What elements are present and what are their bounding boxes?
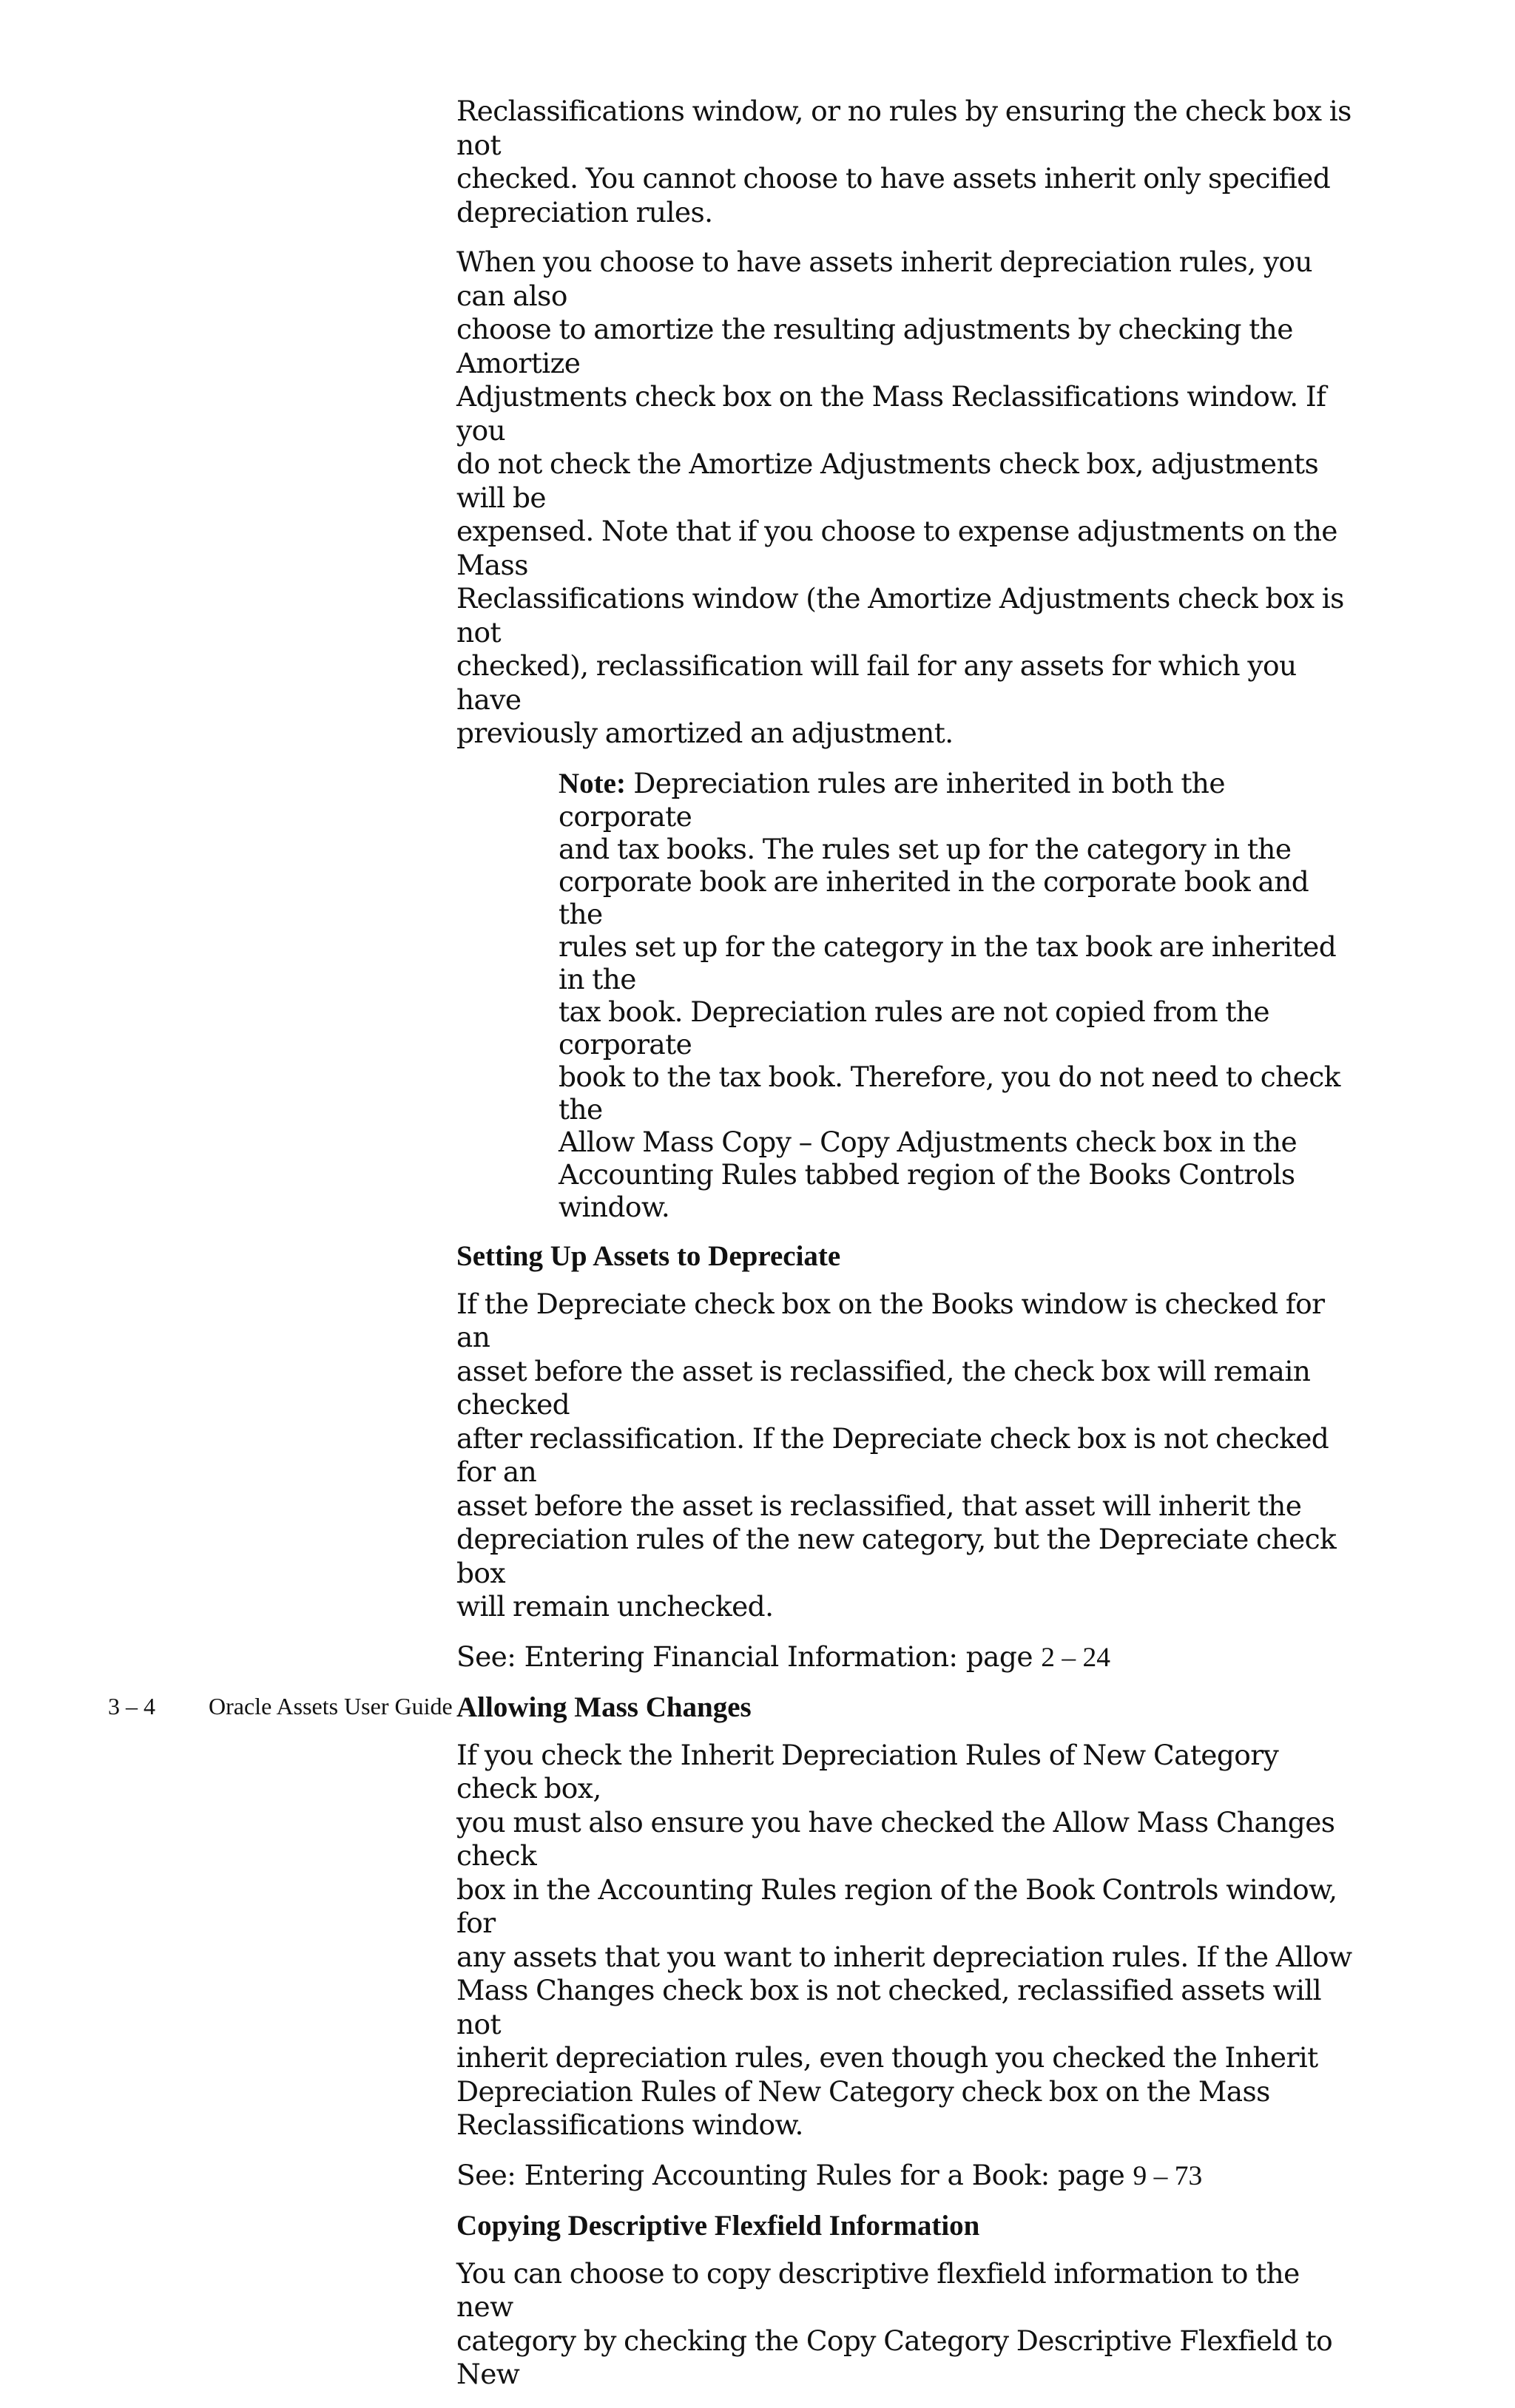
footer-book-title: Oracle Assets User Guide bbox=[209, 1693, 453, 1719]
see-reference-text: See: Entering Financial Information: page bbox=[456, 1640, 1042, 1673]
paragraph-allowing-mass-changes: If you check the Inherit Depreciation Rules of New Category check box, you must also ensure you have checked the Allow Mass Changes check box in the Accounting Rules region of the Book Controls window, for any assets that you want to inherit depreciation rules. If the Allow Mass Changes check box is not checked, reclassified assets will not inherit depreciation rules, even though you checked the Inherit Depreciation Rules of New Category check box on the Mass Reclassifications window. bbox=[456, 1738, 1352, 2141]
see-reference-financial-info bbox=[456, 1640, 1355, 1674]
note-text: Depreciation rules are inherited in both the corporate and tax books. The rules set up for the category in the corporate book are inherited in the corporate book and the rules set up for the category in the tax book are inherited in the tax book. Depreciation rules are not copied from the corporate book to the tax book. Therefore, you do not need to check the Allow Mass Copy – Copy Adjustments check box in the Accounting Rules tabbed region of the Books Controls window. bbox=[559, 766, 1340, 1223]
see-reference-text: See: Entering Accounting Rules for a Book: page bbox=[456, 2158, 1133, 2191]
paragraph-intro-continued: Reclassifications window, or no rules by ensuring the check box is not checked. You cannot choose to have assets inherit only specified depreciation rules. bbox=[456, 95, 1352, 229]
see-reference-page-link[interactable]: 2 – 24 bbox=[1041, 1642, 1110, 1673]
page-footer bbox=[108, 1692, 453, 1720]
footer-page-number: 3 – 4 bbox=[108, 1693, 155, 1719]
heading-setting-up-assets: Setting Up Assets to Depreciate bbox=[456, 1239, 841, 1272]
heading-copying-flexfield: Copying Descriptive Flexfield Information bbox=[456, 2209, 980, 2242]
paragraph-amortize-adjustments: When you choose to have assets inherit depreciation rules, you can also choose to amortize the resulting adjustments by checking the Amortize Adjustments check box on the Mass Reclassifications window. If you do not check the Amortize Adjustments check box, adjustments will be expensed. Note that if you choose to expense adjustments on the Mass Reclassifications window (the Amortize Adjustments check box is not checked), reclassification will fail for any assets for which you have previously amortized an adjustment. bbox=[456, 246, 1344, 749]
paragraph-copying-flexfield: You can choose to copy descriptive flexfield information to the new category by checking the Copy Category Descriptive Flexfield to New bbox=[456, 2256, 1333, 2390]
heading-allowing-mass-changes: Allowing Mass Changes bbox=[456, 1691, 752, 1723]
body-column bbox=[456, 95, 1355, 2408]
paragraph-setting-up-assets: If the Depreciate check box on the Books window is checked for an asset before the asset is reclassified, the check box will remain checked after reclassification. If the Depreciate check box is not checked for an asset before the asset is reclassified, that asset will inherit the depreciation rules of the new category, but the Depreciate check box will remain unchecked. bbox=[456, 1287, 1337, 1623]
see-reference-accounting-rules bbox=[456, 2159, 1355, 2193]
see-reference-page-link[interactable]: 9 – 73 bbox=[1133, 2160, 1203, 2191]
note-label: Note: bbox=[559, 767, 626, 799]
note-block bbox=[559, 767, 1357, 1223]
